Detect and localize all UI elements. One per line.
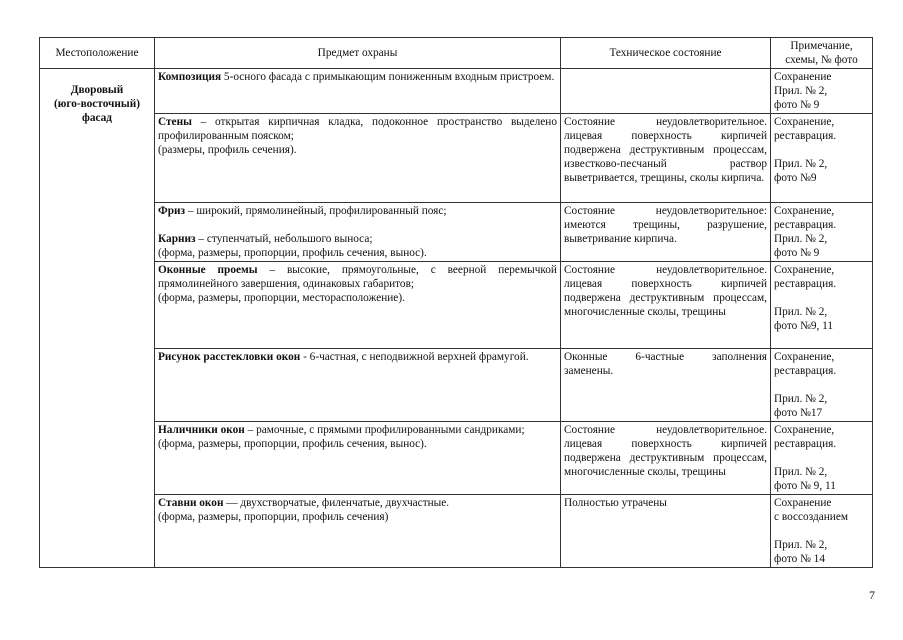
condition-cell: Состояние неудовлетворительное. лицевая поверхность кирпичей подвержена деструктивным процессам, многочисленные сколы, трещины (561, 262, 771, 349)
subject-cell (155, 349, 561, 422)
subject-cell (155, 203, 561, 262)
subject-text-2: – ступенчатый, небольшого выноса; (195, 233, 373, 245)
note-cell (771, 349, 873, 422)
note-line: Прил. № 2, (774, 466, 828, 478)
protection-subject-table (39, 37, 873, 568)
subject-text: - 6-частная, с неподвижной верхней фрамугой. (300, 351, 529, 363)
note-cell (771, 495, 873, 568)
subject-term-2: Карниз (158, 233, 196, 245)
subject-text: – открытая кирпичная кладка, подоконное пространство выделено профилированным пояском; (158, 116, 557, 142)
note-line: с воссозданием (774, 511, 848, 523)
note-line: Прил. № 2, (774, 306, 828, 318)
note-line: реставрация. (774, 278, 837, 290)
condition-cell: Состояние неудовлетворительное: имеются трещины, разрушение, выветривание кирпича. (561, 203, 771, 262)
note-line: реставрация. (774, 130, 837, 142)
note-line: Сохранение, (774, 116, 835, 128)
header-note (771, 38, 873, 69)
subject-extra: (размеры, профиль сечения). (158, 144, 297, 156)
subject-cell (155, 114, 561, 203)
subject-extra: (форма, размеры, пропорции, профиль сечения, вынос). (158, 247, 427, 259)
condition-cell: Состояние неудовлетворительное. лицевая поверхность кирпичей подвержена деструктивным процессам, известково-песчаный раствор выветривается, трещины, сколы кирпича. (561, 114, 771, 203)
note-line: Прил. № 2, (774, 85, 828, 97)
note-line: Прил. № 2, (774, 393, 828, 405)
subject-text: 5-осного фасада с примыкающим пониженным входным пристроем. (221, 71, 555, 83)
subject-term: Фриз (158, 205, 186, 217)
note-line: Прил. № 2, (774, 539, 828, 551)
table-row (40, 422, 873, 495)
note-line: Сохранение, (774, 205, 835, 217)
subject-extra: (форма, размеры, пропорции, месторасположение). (158, 292, 405, 304)
subject-term: Стены (158, 116, 192, 128)
note-line: реставрация. (774, 219, 837, 231)
subject-cell (155, 69, 561, 114)
note-line: Прил. № 2, (774, 158, 828, 170)
note-line: фото № 9, 11 (774, 480, 836, 492)
subject-text: – широкий, прямолинейный, профилированный пояс; (185, 205, 447, 217)
condition-cell: Состояние неудовлетворительное. лицевая поверхность кирпичей подвержена деструктивным процессам, многочисленные сколы, трещины (561, 422, 771, 495)
note-line: реставрация. (774, 438, 837, 450)
subject-cell (155, 422, 561, 495)
subject-extra: (форма, размеры, пропорции, профиль сечения, вынос). (158, 438, 427, 450)
condition-cell: Полностью утрачены (561, 495, 771, 568)
note-line: фото №17 (774, 407, 823, 419)
subject-term: Рисунок расстекловки окон (158, 351, 301, 363)
note-line: фото №9, 11 (774, 320, 834, 332)
note-line: Сохранение (774, 497, 832, 509)
subject-cell (155, 495, 561, 568)
note-line: фото № 9 (774, 247, 820, 259)
page-number: 7 (869, 588, 875, 602)
subject-text: – рамочные, с прямыми профилированными сандриками; (244, 424, 525, 436)
condition-cell (561, 69, 771, 114)
subject-text: – высокие, прямоугольные, с веерной перемычкой прямолинейного завершения, одинаковых габаритов; (158, 264, 557, 290)
subject-term: Оконные проемы (158, 264, 258, 276)
note-line: Сохранение, (774, 264, 835, 276)
note-line: Сохранение, (774, 351, 835, 363)
table-row (40, 203, 873, 262)
location-cell (40, 69, 155, 568)
note-cell (771, 262, 873, 349)
header-location: Местоположение (40, 38, 155, 69)
note-line: фото № 9 (774, 99, 820, 111)
table-row (40, 114, 873, 203)
subject-text: — двухстворчатые, филенчатые, двухчастные. (223, 497, 450, 509)
header-note-line1: Примечание, (790, 40, 853, 52)
note-cell (771, 422, 873, 495)
note-line: реставрация. (774, 365, 837, 377)
subject-term: Наличники окон (158, 424, 245, 436)
header-subject: Предмет охраны (155, 38, 561, 69)
location-line1: Дворовый (70, 84, 124, 96)
location-line2: (юго-восточный) (53, 98, 141, 110)
note-line: Прил. № 2, (774, 233, 828, 245)
subject-term: Композиция (158, 71, 222, 83)
table-row (40, 69, 873, 114)
header-note-line2: схемы, № фото (785, 54, 858, 66)
table-row (40, 495, 873, 568)
table-row (40, 262, 873, 349)
subject-extra: (форма, размеры, пропорции, профиль сечения) (158, 511, 389, 523)
note-line: фото №9 (774, 172, 817, 184)
note-cell (771, 69, 873, 114)
table-header-row (40, 38, 873, 69)
note-line: Сохранение, (774, 424, 835, 436)
note-cell (771, 114, 873, 203)
header-condition: Техническое состояние (561, 38, 771, 69)
location-line3: фасад (82, 112, 112, 124)
note-cell (771, 203, 873, 262)
subject-term: Ставни окон (158, 497, 224, 509)
subject-cell (155, 262, 561, 349)
table-row (40, 349, 873, 422)
condition-cell: Оконные 6-частные заполнения заменены. (561, 349, 771, 422)
note-line: Сохранение (774, 71, 832, 83)
note-line: фото № 14 (774, 553, 825, 565)
